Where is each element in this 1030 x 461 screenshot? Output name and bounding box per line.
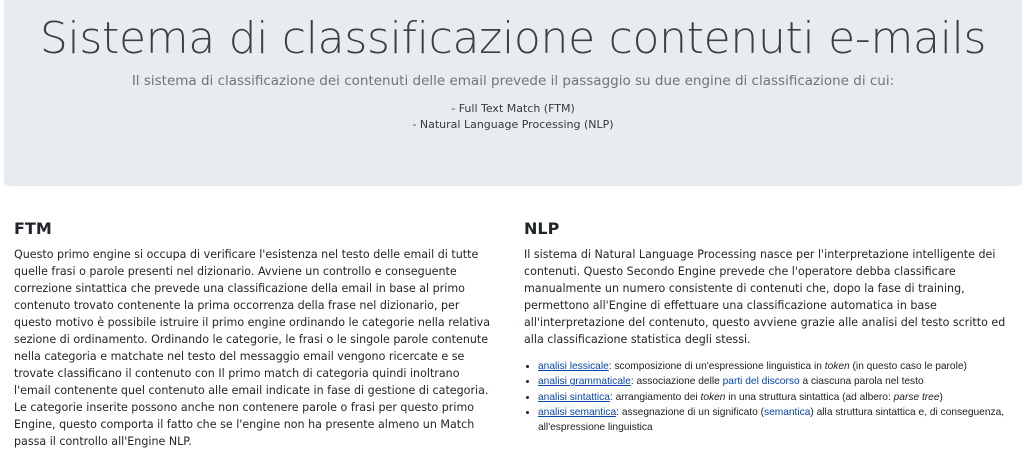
link-analisi-sintattica[interactable]: analisi sintattica (538, 391, 610, 403)
nlp-description: Il sistema di Natural Language Processing nasce per l'interpretazione intelligente dei contenuti. Questo Secondo Engine prevede che l'operatore debba classificare manualmente un numero consistente di contenuti che, dopo la fase di training, permettono all'Engine di effettuare una classificazione automatica in base all'interpretazione del contenuto, questo avviene grazie alle analisi del testo scritto ed alla classificazione statistica degli stessi. (524, 248, 1006, 346)
nlp-heading: NLP (524, 219, 560, 238)
nlp-section (524, 218, 1018, 348)
engine-item-ftm: - Full Text Match (FTM) (451, 102, 575, 115)
link-parti-del-discorso[interactable]: parti del discorso (722, 376, 800, 388)
list-item-lexical: • analisi lessicale: scomposizione di un'espressione linguistica in token (in questo caso le parole) (538, 359, 1028, 374)
ftm-section (14, 218, 496, 450)
link-analisi-semantica[interactable]: analisi semantica (538, 406, 617, 418)
link-analisi-grammaticale[interactable]: analisi grammaticale (538, 376, 631, 388)
page-title: Sistema di classificazione contenuti e-mails (39, 13, 987, 64)
header-lead: Il sistema di classificazione dei contenuti delle email prevede il passaggio su due engine di classificazione di cui: (131, 73, 895, 89)
link-analisi-lessicale[interactable]: analisi lessicale (538, 361, 609, 372)
engine-list (4, 101, 1022, 133)
ftm-heading: FTM (14, 219, 52, 238)
ftm-description: Questo primo engine si occupa di verificare l'esistenza nel testo delle email di tutte quelle frasi o parole presenti nel dizionario. Avviene un controllo e conseguente correzione sintattica che prevede una classificazione della email in base al primo contenuto trovato contenente la prima occorrenza della frase nel dizionario, per questo motivo è possibile istruire il primo engine ordinando le categorie nella relativa sezione di ordinamento. Ordinando le categorie, le frasi o le singole parole contenute nella categoria e matchate nel testo del messaggio email vengono ricercate e se trovate classificano il contenuto con Il primo match di categoria quindi inoltrano l'email contenente quel contenuto alle email indicate in fase di gestione di categoria. Le categorie inserite possono anche non contenere parole o frasi per questo primo Engine, questo comporta il fatto che se l'engine non ha presente almeno un Match passa il controllo all'Engine NLP. (14, 248, 491, 448)
link-semantica[interactable]: semantica (763, 406, 811, 418)
list-item-semantic: • analisi semantica: assegnazione di un significato (semantica) alla struttura sintattica e, di conseguenza, all'espressione linguistica (538, 405, 1028, 436)
engine-item-nlp: - Natural Language Processing (NLP) (412, 118, 614, 131)
header-jumbotron (4, 0, 1022, 186)
list-item-grammatical: • analisi grammaticale: associazione delle parti del discorso a ciascuna parola nel testo (538, 374, 1028, 389)
list-item-syntactic: • analisi sintattica: arrangiamento dei token in una struttura sintattica (ad albero: parse tree) (538, 390, 1028, 405)
nlp-analysis-list (526, 359, 1028, 435)
